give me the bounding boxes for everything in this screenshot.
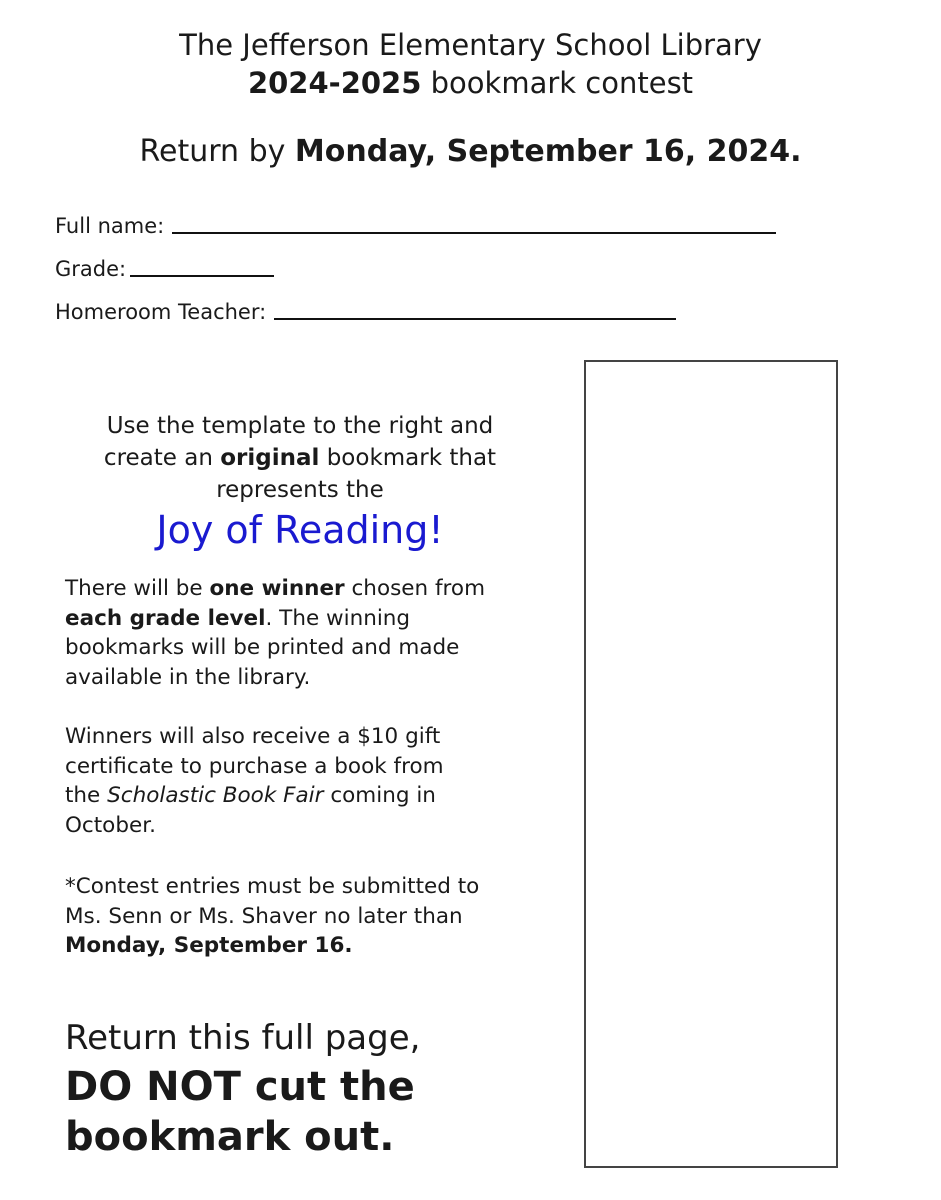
- return-page-note: Return this full page,: [65, 1018, 421, 1058]
- grade-label: Grade:: [55, 257, 127, 281]
- deadline-date: Monday, September 16.: [65, 933, 353, 958]
- title-line-1: The Jefferson Elementary School Library: [179, 28, 762, 62]
- title-line-2: [0, 66, 941, 100]
- grade-field[interactable]: [55, 257, 274, 281]
- return-date: Monday, September 16, 2024.: [294, 134, 802, 169]
- instructions-line-1: Use the template to the right and: [106, 413, 494, 439]
- contest-year: 2024-2025: [247, 66, 422, 100]
- instructions-line-2: create an original bookmark that: [103, 445, 497, 471]
- instructions-line-3: represents the: [216, 477, 384, 503]
- bookmark-template-box[interactable]: [584, 360, 838, 1168]
- winner-paragraph: There will be one winner chosen from each grade level. The winning bookmarks will be printed and made available in the library.: [65, 576, 486, 690]
- homeroom-teacher-blank[interactable]: [274, 318, 676, 320]
- joy-of-reading-heading: Joy of Reading!: [156, 508, 444, 552]
- prize-paragraph: Winners will also receive a $10 gift certificate to purchase a book from the Scholastic Book Fair coming in October.: [65, 724, 444, 838]
- return-by-date: [0, 134, 941, 169]
- homeroom-teacher-label: Homeroom Teacher:: [55, 300, 267, 324]
- deadline-paragraph: *Contest entries must be submitted to Ms. Senn or Ms. Shaver no later than Monday, September 16.: [65, 874, 480, 958]
- full-name-blank[interactable]: [172, 232, 776, 234]
- homeroom-teacher-field[interactable]: [55, 300, 676, 324]
- book-fair-name: Scholastic Book Fair: [107, 783, 324, 808]
- full-name-field[interactable]: [55, 214, 776, 238]
- return-by-prefix: Return by: [139, 134, 295, 169]
- grade-level-emphasis: each grade level: [65, 605, 266, 631]
- do-not-cut-warning: DO NOT cut the bookmark out.: [65, 1064, 415, 1160]
- full-name-label: Full name:: [55, 214, 165, 238]
- title-rest: bookmark contest: [421, 66, 694, 100]
- one-winner-emphasis: one winner: [209, 576, 345, 601]
- original-emphasis: original: [220, 445, 320, 471]
- grade-blank[interactable]: [130, 275, 274, 277]
- instructions: [40, 410, 560, 506]
